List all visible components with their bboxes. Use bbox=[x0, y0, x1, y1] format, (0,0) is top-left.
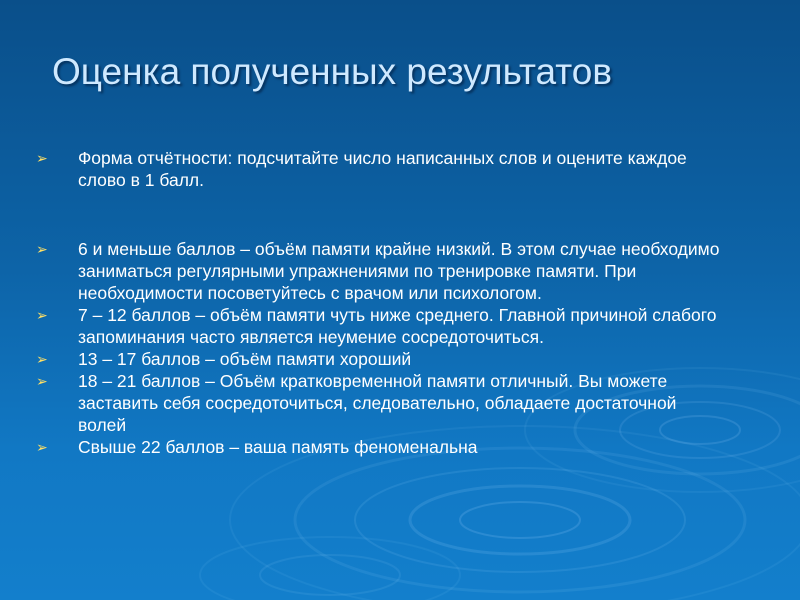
arrow-bullet-icon: ➢ bbox=[36, 150, 48, 166]
bullet-list bbox=[36, 147, 726, 458]
bullet-item-score-13-17 bbox=[36, 348, 726, 370]
bullet-item-reporting-form bbox=[36, 147, 726, 191]
bullet-item-score-over-22 bbox=[36, 436, 726, 458]
bullet-item-score-7-12 bbox=[36, 304, 726, 348]
bullet-text: Форма отчётности: подсчитайте число написанных слов и оцените каждое слово в 1 балл. bbox=[78, 148, 687, 190]
bullet-text: 13 – 17 баллов – объём памяти хороший bbox=[78, 349, 412, 369]
bullet-text: 7 – 12 баллов – объём памяти чуть ниже среднего. Главной причиной слабого запоминания часто является неумение сосредоточиться. bbox=[78, 305, 717, 347]
arrow-bullet-icon: ➢ bbox=[36, 307, 48, 323]
arrow-bullet-icon: ➢ bbox=[36, 351, 48, 367]
arrow-bullet-icon: ➢ bbox=[36, 241, 48, 257]
bullet-text: 18 – 21 баллов – Объём кратковременной памяти отличный. Вы можете заставить себя сосредоточиться, следовательно, обладаете достаточной волей bbox=[78, 371, 677, 435]
bullet-text: 6 и меньше баллов – объём памяти крайне низкий. В этом случае необходимо заниматься регулярными упражнениями по тренировке памяти. При необходимости посоветуйтесь с врачом или психологом. bbox=[78, 239, 720, 303]
arrow-bullet-icon: ➢ bbox=[36, 373, 48, 389]
arrow-bullet-icon: ➢ bbox=[36, 439, 48, 455]
bullet-item-score-6-or-less bbox=[36, 238, 726, 304]
slide-title: Оценка полученных результатов bbox=[52, 51, 613, 92]
bullet-item-score-18-21 bbox=[36, 370, 726, 436]
bullet-text: Свыше 22 баллов – ваша память феноменальна bbox=[78, 437, 478, 457]
